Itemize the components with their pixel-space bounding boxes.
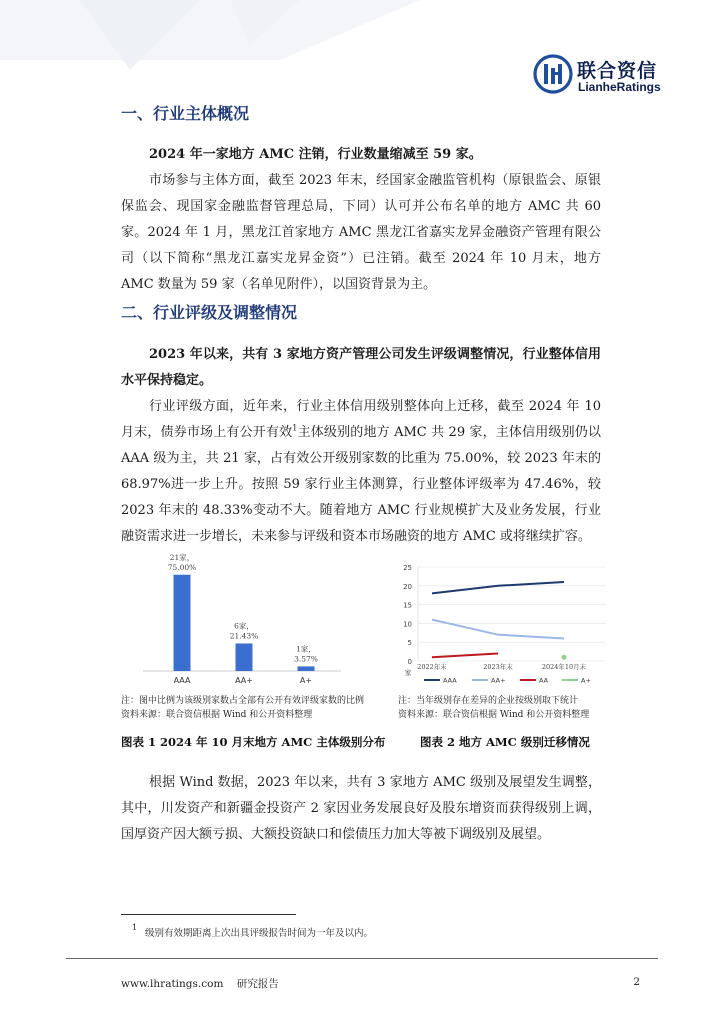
bar-A+ — [298, 666, 315, 671]
bar-data-label: 21家， — [169, 553, 195, 562]
bar-data-label: 6家， — [234, 621, 254, 631]
footnote-text: 级别有效期距离上次出具评级报告时间为一年及以内。 — [145, 928, 374, 939]
section2-paragraph-2: 根据 Wind 数据，2023 年以来，共有 3 家地方 AMC 级别及展望发生调整，其中，川发资产和新疆金投资产 2 家因业务发展良好及股东增资而获得级别上调，国厚资产因大额亏损、大额投资缺口和偿债压力加大等被下调级别及展望。 — [121, 775, 601, 842]
y-tick-label: 25 — [403, 564, 412, 572]
y-tick-label: 15 — [403, 601, 412, 610]
legend-label: AAA — [443, 676, 457, 685]
footer-label: 研究报告 — [236, 978, 279, 990]
bar-data-label: 1家， — [296, 644, 316, 654]
series-line-AAA — [432, 582, 564, 593]
footer-left — [121, 976, 289, 991]
bar-data-label: 3.57% — [294, 654, 318, 664]
chart2-caption: 图表 2 地方 AMC 级别迁移情况 — [420, 735, 590, 749]
para-part-a: 行业评级方面，近年来，行业主体信用级别整体向上迁移，截至 2024 年 10 月末，债券市场上有公开有效 — [121, 399, 601, 440]
footer-divider — [66, 958, 658, 959]
legend-label: AA — [539, 676, 549, 685]
footnote-ref[interactable]: 1 — [292, 423, 298, 433]
logo-chinese: 联合资信 — [577, 60, 658, 82]
lianhe-logo-icon — [533, 54, 573, 94]
y-tick-label: 20 — [403, 582, 412, 591]
chart2-note: 注：当年级别存在差异的企业按级别取下统计 — [398, 696, 579, 706]
footnote-number: 1 — [132, 923, 138, 932]
y-axis-unit: 家 — [404, 669, 412, 677]
page-number: 2 — [633, 976, 640, 988]
y-tick-label: 5 — [407, 639, 412, 648]
rating-distribution-bar-chart — [121, 553, 391, 693]
section1-lead: 2024 年一家地方 AMC 注销，行业数量缩减至 59 家。 — [149, 147, 482, 162]
logo-english: LianheRatings — [578, 80, 661, 94]
section1-heading: 一、行业主体概况 — [121, 104, 250, 123]
brand-logo — [533, 54, 663, 98]
footnote-divider — [121, 914, 296, 915]
bar-AAA — [174, 575, 191, 671]
para-part-b: 主体级别的地方 AMC 共 29 家，主体信用级别仍以 AAA 级为主，共 21 家，占有效公开级别家数的比重为 75.00%，较 2023 年末的 68.97%进一步上升。按照 59 家行业主体测算，行业整体评级率为 47.46%，较 2023 年末的 48.33%变动不大。随着地方 AMC 行业规模扩大及业务发展，行业融资需求进一步增长，未来参与评级和资本市场融资的地方 AMC 或将继续扩容。 — [121, 425, 601, 544]
rating-migration-line-chart — [396, 553, 620, 693]
section2-paragraph — [121, 394, 601, 550]
section2-heading: 二、行业评级及调整情况 — [121, 303, 298, 322]
series-line-AA+ — [432, 620, 564, 639]
chart2-source: 资料来源：联合资信根据 Wind 和公开资料整理 — [398, 710, 590, 720]
x-tick-label: 2023年末 — [483, 663, 513, 671]
bar-data-label: 75.00% — [167, 562, 197, 572]
corner-decoration — [0, 0, 420, 90]
section2-lead: 2023 年以来，共有 3 家地方资产管理公司发生评级调整情况，行业整体信用水平保持稳定。 — [121, 347, 601, 388]
y-tick-label: 10 — [403, 620, 412, 629]
series-line-AA — [432, 653, 498, 657]
y-tick-label: 0 — [407, 658, 412, 666]
chart1-note: 注：图中比例为该级别家数占全部有公开有效评级家数的比例 — [121, 696, 365, 706]
bar-category-label: AAA — [173, 676, 191, 685]
bar-category-label: AA+ — [235, 676, 253, 685]
chart1-caption: 图表 1 2024 年 10 月末地方 AMC 主体级别分布 — [121, 735, 386, 749]
legend-label: AA+ — [491, 676, 506, 685]
chart1-source: 资料来源：联合资信根据 Wind 和公开资料整理 — [121, 710, 313, 720]
bar-data-label: 21.43% — [229, 631, 259, 641]
footer-website[interactable]: www.lhratings.com — [121, 978, 224, 990]
bar-AA+ — [236, 644, 253, 672]
series-point-A+ — [562, 655, 567, 660]
section1-paragraph: 市场参与主体方面，截至 2023 年末，经国家金融监管机构（原银监会、原银保监会、现国家金融监督管理总局，下同）认可并公布名单的地方 AMC 共 60 家。2024 年 1 月，黑龙江首家地方 AMC 黑龙江省嘉实龙昇金融资产管理有限公司（以下简称“黑龙江嘉实龙昇金资”）已注销。截至 2024 年 10 月末，地方 AMC 数量为 59 家（名单见附件），以国资背景为主。 — [121, 173, 601, 292]
x-tick-label: 2022年末 — [417, 663, 447, 671]
x-tick-label: 2024年10月末 — [541, 663, 587, 671]
legend-label: A+ — [581, 676, 591, 685]
bar-category-label: A+ — [299, 676, 313, 685]
